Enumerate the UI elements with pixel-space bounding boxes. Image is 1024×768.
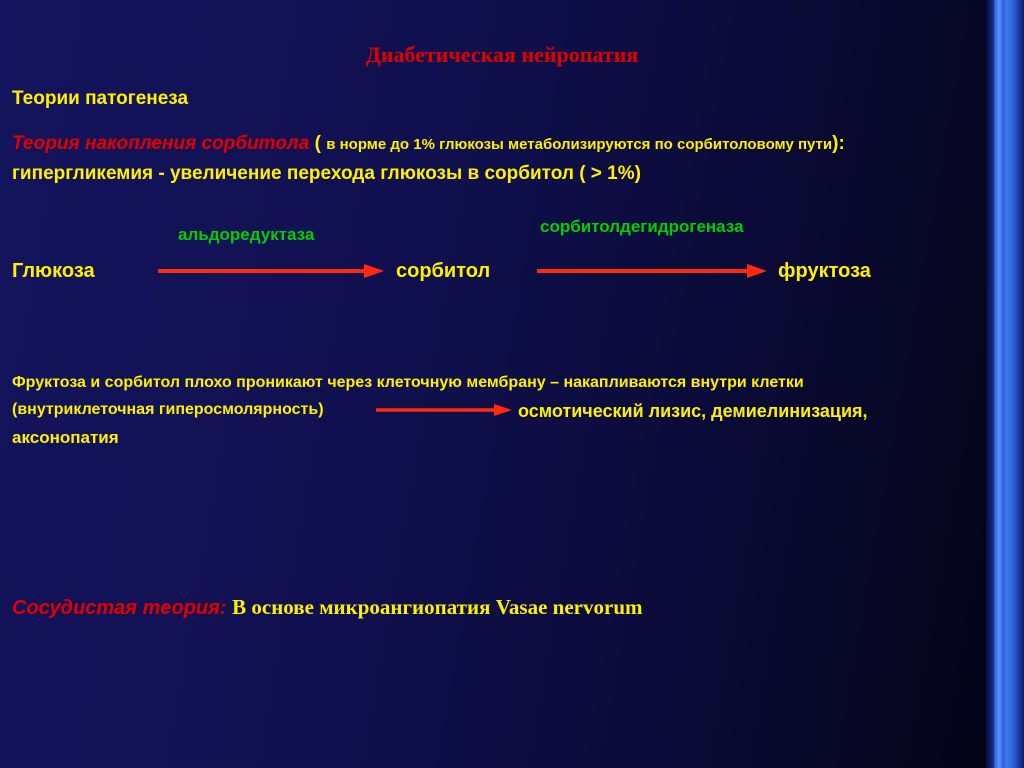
pathway-glucose: Глюкоза <box>12 260 95 282</box>
pathogenesis-heading: Теории патогенеза <box>12 88 189 109</box>
slide-title: Диабетическая нейропатия <box>365 42 639 67</box>
pathway-sorbitol: сорбитол <box>396 260 491 282</box>
arrow-hyperosmolarity-to-lysis <box>376 403 512 417</box>
consequence-line-3: аксонопатия <box>12 428 119 447</box>
decorative-side-bar <box>986 0 1024 768</box>
sorbitol-theory-line <box>12 133 845 155</box>
vascular-theory-label: Сосудистая теория: <box>12 597 227 619</box>
sorbitol-theory-name: Теория накопления сорбитола <box>12 133 310 154</box>
close-paren: ): <box>832 133 845 154</box>
hyperglycemia-line: гипергликемия - увеличение перехода глюкозы в сорбитол ( > 1%) <box>12 163 641 184</box>
vascular-theory-text: В основе микроангиопатия Vasae nervorum <box>232 595 643 619</box>
consequence-line-1: Фруктоза и сорбитол плохо проникают через клеточную мембрану – накапливаются внутри клетки <box>12 374 804 391</box>
enzyme-sorbitol-dehydrogenase: сорбитолдегидрогеназа <box>540 217 744 236</box>
consequence-line-2-right: осмотический лизис, демиелинизация, <box>518 401 868 421</box>
open-paren: ( <box>309 133 327 154</box>
arrow-sorbitol-to-fructose <box>537 262 767 280</box>
enzyme-aldoreductase: альдоредуктаза <box>178 225 315 244</box>
arrow-glucose-to-sorbitol <box>158 262 384 280</box>
vascular-theory-line <box>12 595 643 620</box>
consequence-line-2-left: (внутриклеточная гиперосмолярность) <box>12 401 324 418</box>
pathway-fructose: фруктоза <box>778 260 871 282</box>
sorbitol-theory-note: в норме до 1% глюкозы метаболизируются по сорбитоловому пути <box>326 136 833 153</box>
